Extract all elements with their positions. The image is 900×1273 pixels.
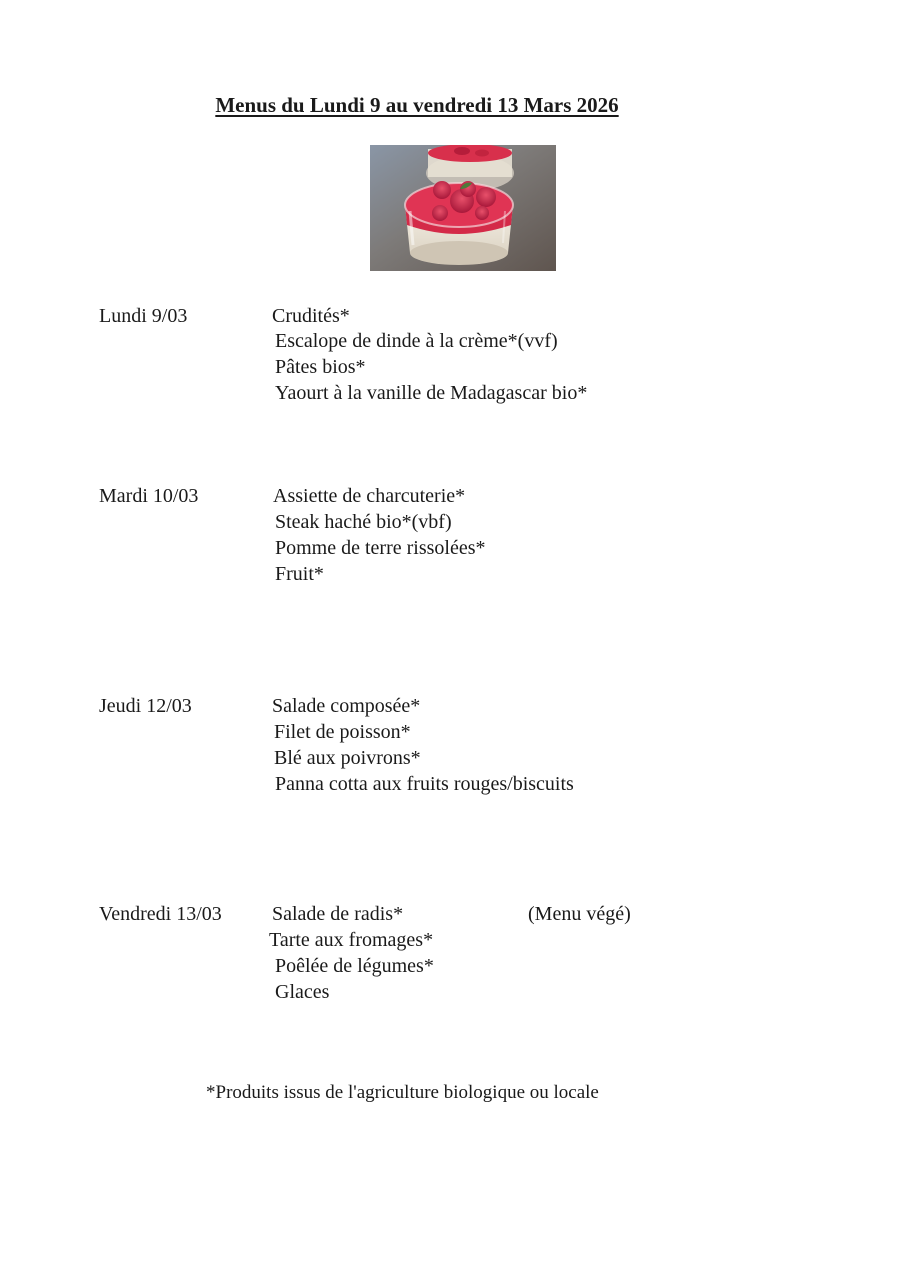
dessert-photo [370, 145, 556, 271]
dish-item: Salade de radis* [272, 903, 404, 925]
dish-item: Crudités* [272, 305, 350, 327]
panna-cotta-image [370, 145, 556, 271]
day-label: Lundi 9/03 [99, 305, 188, 327]
dish-item: Assiette de charcuterie* [273, 485, 466, 507]
dish-item: Panna cotta aux fruits rouges/biscuits [275, 773, 574, 795]
dish-item: Glaces [275, 981, 330, 1003]
day-label: Mardi 10/03 [99, 485, 199, 507]
dish-item: Blé aux poivrons* [274, 747, 421, 769]
day-label: Vendredi 13/03 [99, 903, 222, 925]
dish-item: Escalope de dinde à la crème*(vvf) [275, 330, 558, 352]
veg-menu-note: (Menu végé) [528, 903, 631, 925]
dish-item: Pomme de terre rissolées* [275, 537, 486, 559]
dish-item: Tarte aux fromages* [269, 929, 434, 951]
organic-footnote: *Produits issus de l'agriculture biologique ou locale [206, 1082, 599, 1103]
day-label: Jeudi 12/03 [99, 695, 192, 717]
dish-item: Poêlée de légumes* [275, 955, 434, 977]
dish-item: Steak haché bio*(vbf) [275, 511, 452, 533]
dish-item: Pâtes bios* [275, 356, 366, 378]
dish-item: Yaourt à la vanille de Madagascar bio* [275, 382, 588, 404]
dish-item: Salade composée* [272, 695, 421, 717]
page-title: Menus du Lundi 9 au vendredi 13 Mars 2026 [215, 93, 619, 117]
dish-item: Fruit* [275, 563, 324, 585]
dish-item: Filet de poisson* [274, 721, 411, 743]
